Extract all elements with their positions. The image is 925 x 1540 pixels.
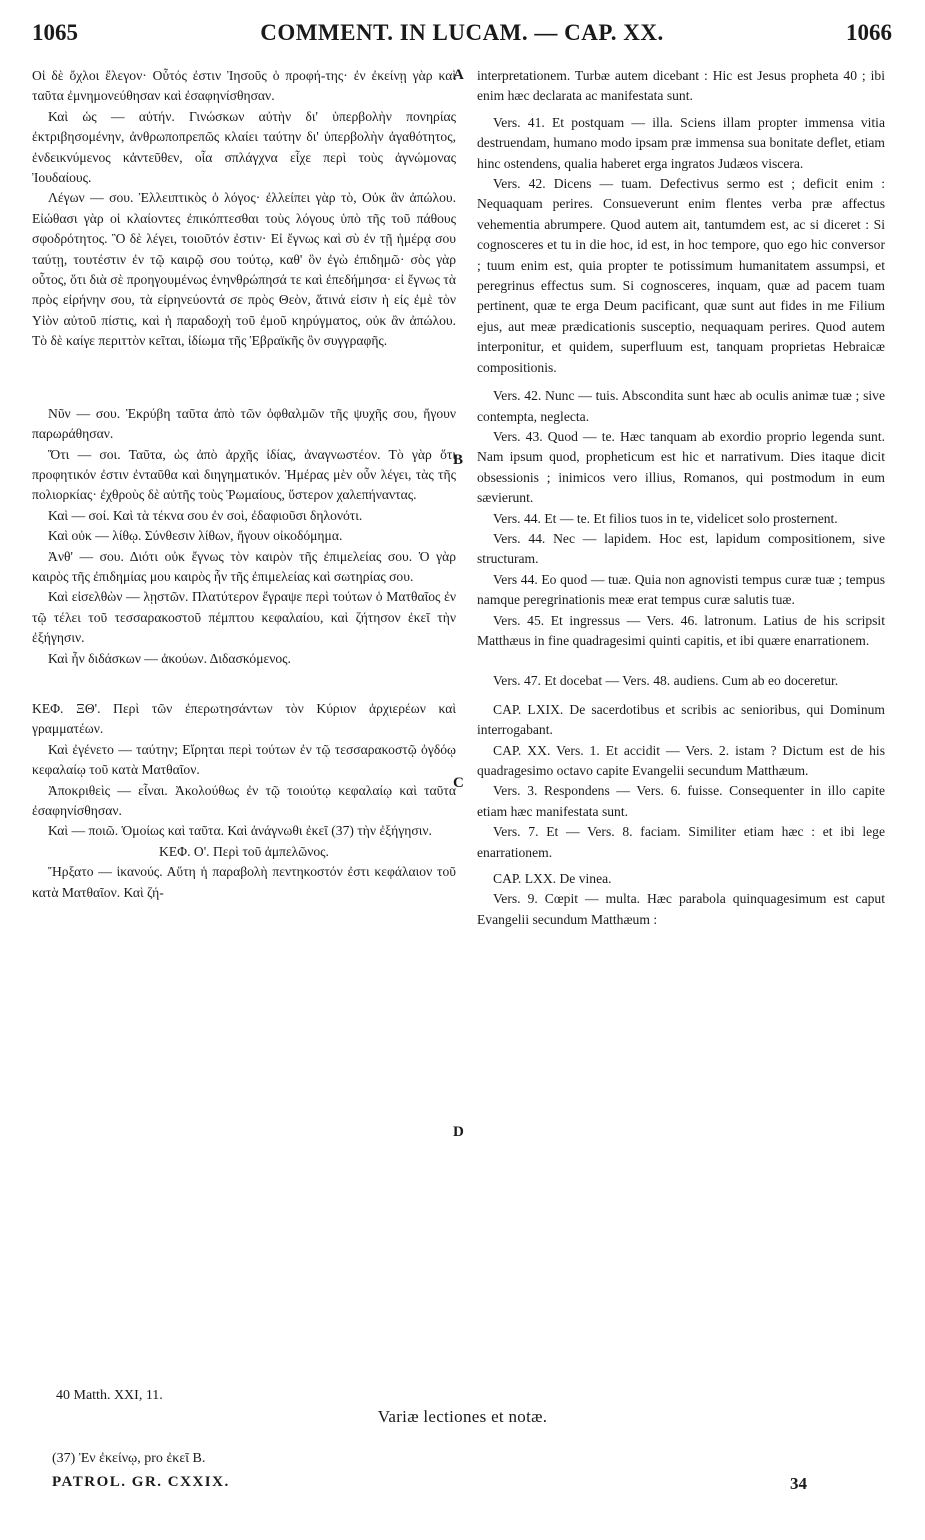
sheet-signature: 34 [790, 1474, 807, 1493]
greek-paragraph: Καὶ ἦν διδάσκων — ἀκούων. Διδασκόμενος. [48, 650, 291, 666]
footnote-37: (37) Ἐν ἐκείνῳ, pro ἐκεῖ B. [52, 1451, 206, 1466]
greek-paragraph: Καὶ — ποιῶ. Ὁμοίως καὶ ταῦτα. Καὶ ἀνάγνωθι ἐκεῖ (37) τὴν ἐξήγησιν. [48, 823, 432, 839]
running-title: COMMENT. IN LUCAM. — CAP. XX. [260, 20, 664, 45]
greek-paragraph: Καὶ — σοί. Καὶ τὰ τέκνα σου ἐν σοὶ, ἐδαφιοῦσι δηλονότι. [48, 507, 363, 523]
greek-chapter-heading: ΚΕΦ. Ο'. Περὶ τοῦ ἀμπελῶνος. [159, 843, 329, 859]
greek-paragraph: Ἤρξατο — ἱκανούς. Αὕτη ἡ παραβολὴ πεντηκοστόν ἐστι κεφάλαιον τοῦ κατὰ Ματθαῖον. Καὶ ζή- [32, 864, 456, 900]
greek-paragraph: Καὶ ἐγένετο — ταύτην; Εἴρηται περὶ τούτων ἐν τῷ τεσσαρακοστῷ ὀγδόῳ κεφαλαίῳ τοῦ κατὰ Ματθαῖον. [32, 741, 456, 778]
margin-letter: D [453, 1124, 464, 1140]
greek-paragraph: Καὶ εἰσελθὼν — λῃστῶν. Πλατύτερον ἔγραψε περὶ τούτων ὁ Ματθαῖος ἐν τῷ τέλει τοῦ τεσσαρακοστοῦ πέμπτου κεφαλαίου, καὶ ζήτησον ἐκεῖ τὴν ἐξήγησιν. [32, 589, 456, 646]
latin-paragraph: Vers 44. Eo quod — tuæ. Quia non agnovisti tempus curæ tuæ ; tempus namque peregrinationis meæ erat tempus curæ salutis tuæ. [477, 571, 885, 608]
series-signature: PATROL. GR. CXXIX. [52, 1474, 230, 1490]
latin-paragraph: Vers. 42. Nunc — tuis. Abscondita sunt hæc ab oculis animæ tuæ ; sive contempta, neglecta. [477, 388, 885, 424]
greek-paragraph: Καὶ οὐκ — λίθῳ. Σύνθεσιν λίθων, ἤγουν οἰκοδόμημα. [48, 528, 343, 544]
latin-paragraph: Vers. 3. Respondens — Vers. 6. fuisse. Consequenter in illo capite etiam hæc manifestata sunt. [477, 783, 885, 819]
latin-paragraph: interpretationem. Turbæ autem dicebant : Hic est Jesus propheta 40 ; ibi enim hæc declarata ac manifestata sunt. [477, 68, 885, 104]
greek-paragraph: Οἱ δὲ ὄχλοι ἔλεγον· Οὗτός ἐστιν Ἰησοῦς ὁ προφή-της· ἐν ἐκείνῃ γὰρ καὶ ταῦτα ἐμνημονεύθησαν καὶ ἐσαφηνίσθησαν. [32, 68, 456, 104]
latin-chapter-heading: CAP. LXIX. De sacerdotibus et scribis ac senioribus, qui Dominum interrogabant. [477, 701, 885, 738]
latin-paragraph: Vers. 44. Nec — lapidem. Hoc est, lapidum compositionem, sive structuram. [477, 530, 885, 567]
latin-column [477, 66, 885, 930]
greek-paragraph: Ὅτι — σοι. Ταῦτα, ὡς ἀπὸ ἀρχῆς ἰδίας, ἀναγνωστέον. Τὸ γὰρ ὅτι προφητικόν ἐστιν ἐνταῦθα καὶ διηγηματικόν. Ἡμέρας μὲν οὖν λέγει, τὰς τῆς πολιορκίας· ἐχθροὺς δὲ αὐτῆς τοὺς Ῥωμαίους, ὕστερον χαλεπήναντας. [32, 446, 456, 503]
footnote-40: 40 Matth. XXI, 11. [56, 1388, 163, 1403]
latin-paragraph: Vers. 45. Et ingressus — Vers. 46. latronum. Latius de his scripsit Matthæus in fine quadragesimi quinti capitis, et ibi quære enarrationem. [477, 612, 885, 648]
latin-paragraph: Vers. 7. Et — Vers. 8. faciam. Similiter etiam hæc : et ibi lege enarrationem. [477, 824, 885, 860]
margin-letter: B [453, 452, 464, 468]
greek-paragraph: Ἀνθ' — σου. Διότι οὐκ ἔγνως τὸν καιρὸν τῆς ἐπιμελείας σου. Ὁ γὰρ καιρὸς τῆς ἐπιδημίας μου καιρὸς ἦν τῆς ἐπιμελείας καὶ σωτηρίας σου. [32, 548, 456, 584]
greek-paragraph: Νῦν — σου. Ἐκρύβη ταῦτα ἀπὸ τῶν ὀφθαλμῶν τῆς ψυχῆς σου, ἤγουν παρωράθησαν. [32, 405, 456, 442]
greek-paragraph: Λέγων — σου. Ἐλλειπτικὸς ὁ λόγος· ἐλλείπει γὰρ τὸ, Οὐκ ἂν ἀπώλου. Εἰώθασι γὰρ οἱ κλαίοντες ἐπικόπτεσθαι τοὺς λόγους ὑπὸ τῆς τοῦ πάθους σφοδρότητος. Ὃ δὲ λέγει, τοιοῦτόν ἐστιν· Εἰ ἔγνως καὶ σὺ ἐν τῇ ἡμέρᾳ σου ταύτῃ, τουτέστιν ἐν τῷ καιρῷ σου τούτῳ, καθ' ὃν ἐγὼ ἐπιδημῶ· σὸς γὰρ οὗτος, ὅτι διὰ σὲ προηγουμένως ἐνηνθρώπησά τε καὶ ἐπεδήμησα· εἰ ἔγνως τὰ πρὸς εἰρήνην σου, τὰ εἰρηνεύοντά σε πρὸς Θεὸν, ἅτινά εἰσιν ἡ εἰς ἐμὲ τὸν Υἱὸν αὐτοῦ πίστις, καὶ ἡ παραδοχὴ τοῦ ἐμοῦ κηρύγματος, οὐκ ἂν ἀπώλου. Τὸ δὲ καίγε περιττὸν κεῖται, ἰδίωμα τῆς Ἑβραϊκῆς ὂν συγγραφῆς. [32, 190, 456, 349]
greek-column [32, 66, 456, 903]
greek-chapter-heading: ΚΕΦ. ΞΘ'. Περὶ τῶν ἐπερωτησάντων τὸν Κύριον ἀρχιερέων καὶ γραμματέων. [32, 700, 456, 737]
greek-paragraph: Καὶ ὡς — αὐτήν. Γινώσκων αὐτὴν δι' ὑπερβολὴν πονηρίας ἐκτριβησομένην, ἀνθρωποπρεπῶς κλαίει ταύτην δι' ὑπερβολὴν ἀγαθότητος, ἐνδεικνύμενος κἀντεῦθεν, οἷα σπλάγχνα εἶχε περὶ τοὺς ἀγνώμονας Ἰουδαίους. [32, 108, 456, 186]
latin-paragraph: Vers. 9. Cœpit — multa. Hæc parabola quinquagesimum est caput Evangelii secundum Matthæum : [477, 891, 885, 927]
latin-paragraph: CAP. XX. Vers. 1. Et accidit — Vers. 2. istam ? Dictum est de his quadragesimo octavo capite Evangelii secundum Matthæum. [477, 742, 885, 778]
margin-letter: C [453, 775, 464, 791]
latin-paragraph: Vers. 41. Et postquam — illa. Sciens illam propter immensa vitia destruendam, humano modo ipsam præ immensa sua bonitate deflet, etiam hinc ostendens, qualia haberet erga ingratos Judæos viscera. [477, 114, 885, 171]
margin-letter: A [453, 67, 464, 83]
greek-paragraph: Ἀποκριθεὶς — εἶναι. Ἀκολούθως ἐν τῷ τοιούτῳ κεφαλαίῳ καὶ ταῦτα ἐσαφηνίσθησαν. [32, 782, 456, 818]
page-number-left: 1065 [32, 20, 78, 45]
page-number-right: 1066 [846, 20, 892, 45]
latin-paragraph: Vers. 44. Et — te. Et filios tuos in te, videlicet solo prosternent. [493, 510, 838, 526]
latin-paragraph: Vers. 43. Quod — te. Hæc tanquam ab exordio proprio legenda sunt. Nam ipsum quod, propheticum est hic et narrativum. Dies itaque dicit obsessionis ; inimicos vero illius, Romanos, qui postmodum in eum sævierunt. [477, 428, 885, 506]
latin-paragraph: Vers. 47. Et docebat — Vers. 48. audiens. Cum ab eo doceretur. [493, 673, 839, 689]
latin-chapter-heading: CAP. LXX. De vinea. [493, 871, 612, 887]
latin-paragraph: Vers. 42. Dicens — tuam. Defectivus sermo est ; deficit enim : Nequaquam perires. Consueverunt enim flentes verba præ affectus vehementia abrumpere. Quod autem ait, tantumdem est, ac si diceret : Si cognosceres et tu in die hoc, id est, in hoc tempore, quo ego hic conversor ; tuum enim est, quia propter te potissimum humanitatem assumpsi, et peregrinus effectus sum. Si cognosceres, inquam, quæ ad pacem tuam pertinent, quæ te erga Deum pacificant, quæ sunt aut fides in me Filium ejus, aut meæ prædicationis susceptio, nequaquam perires. Quod autem interponitur, et quidem, superfluum est, tanquam proprietas Hebraicæ compositionis. [477, 176, 885, 375]
running-header [32, 20, 892, 60]
variae-lectiones-heading: Variæ lectiones et notæ. [377, 1407, 548, 1426]
